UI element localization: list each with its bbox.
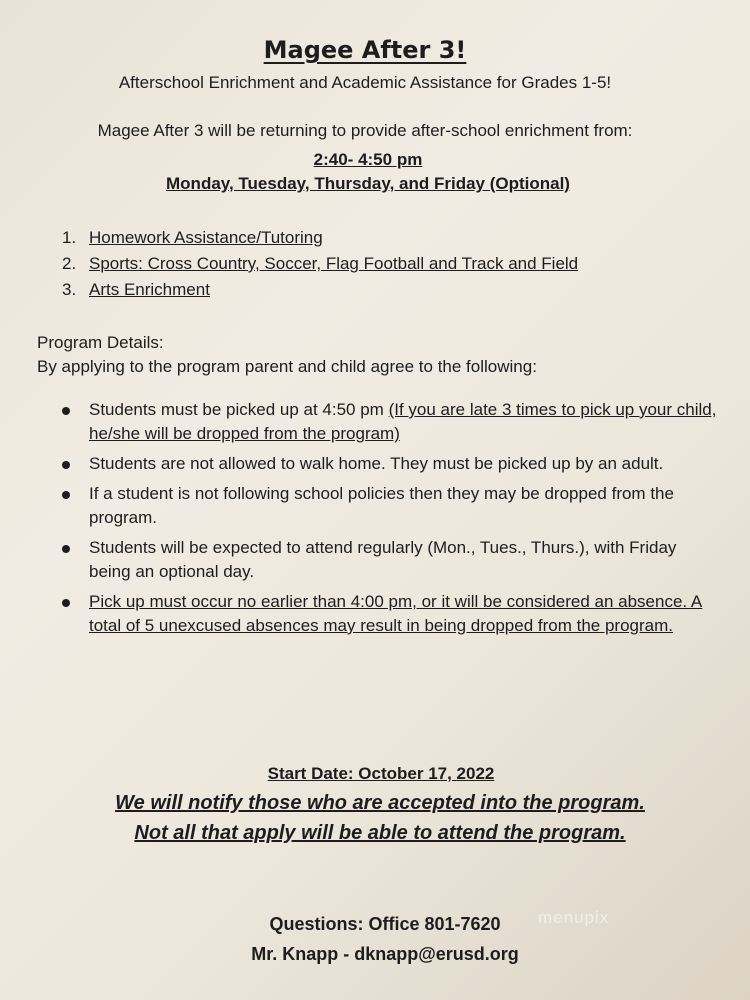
- list-item: [62, 398, 722, 446]
- list-item: [62, 590, 722, 638]
- details-intro: By applying to the program parent and child agree to the following:: [37, 357, 537, 376]
- bullet-icon: [62, 407, 70, 415]
- bullet-text: Students must be picked up at 4:50 pm: [89, 400, 389, 419]
- list-item: [62, 452, 722, 476]
- list-item: [62, 482, 722, 530]
- bullet-icon: [62, 461, 70, 469]
- list-number: 2.: [62, 254, 77, 273]
- list-text: Arts Enrichment: [89, 280, 210, 299]
- list-item: [62, 280, 702, 306]
- watermark: menupix: [538, 908, 610, 927]
- list-item: [62, 254, 702, 280]
- subtitle: Afterschool Enrichment and Academic Assistance for Grades 1-5!: [118, 73, 612, 92]
- list-text: Homework Assistance/Tutoring: [89, 228, 323, 247]
- bullet-text: Students are not allowed to walk home. They must be picked up by an adult.: [89, 454, 664, 473]
- bullet-icon: [62, 545, 70, 553]
- list-number: 1.: [62, 228, 77, 247]
- intro-text: Magee After 3 will be returning to provide after-school enrichment from:: [97, 121, 633, 140]
- bullet-text: If a student is not following school policies then they may be dropped from the program.: [89, 484, 674, 527]
- list-item: [62, 536, 722, 584]
- start-date: Start Date: October 17, 2022: [267, 764, 495, 783]
- list-item: [62, 228, 702, 254]
- bullet-underlined-text: (If you are late 3 times to pick up your child, he/she will be dropped from the program): [89, 400, 717, 443]
- notify-line: Not all that apply will be able to attend the program.: [134, 822, 626, 844]
- questions-contact: Questions: Office 801-7620: [269, 914, 501, 934]
- list-text: Sports: Cross Country, Soccer, Flag Football and Track and Field: [89, 254, 579, 273]
- bullet-underlined-text: Pick up must occur no earlier than 4:00 pm, or it will be considered an absence. A total of 5 unexcused absences may result in being dropped from the program.: [89, 592, 703, 635]
- list-number: 3.: [62, 280, 77, 299]
- program-time: 2:40- 4:50 pm: [313, 150, 423, 169]
- bullet-text: Students will be expected to attend regularly (Mon., Tues., Thurs.), with Friday being an optional day.: [89, 538, 677, 581]
- bullet-icon: [62, 599, 70, 607]
- page-title: Magee After 3!: [263, 36, 467, 64]
- rules-list: [62, 398, 722, 644]
- details-heading: Program Details:: [37, 333, 164, 352]
- program-days: Monday, Tuesday, Thursday, and Friday (Optional): [166, 174, 570, 193]
- contact-email: Mr. Knapp - dknapp@erusd.org: [251, 944, 519, 964]
- offerings-list: [62, 228, 702, 306]
- notify-line: We will notify those who are accepted into the program.: [115, 792, 645, 814]
- bullet-icon: [62, 491, 70, 499]
